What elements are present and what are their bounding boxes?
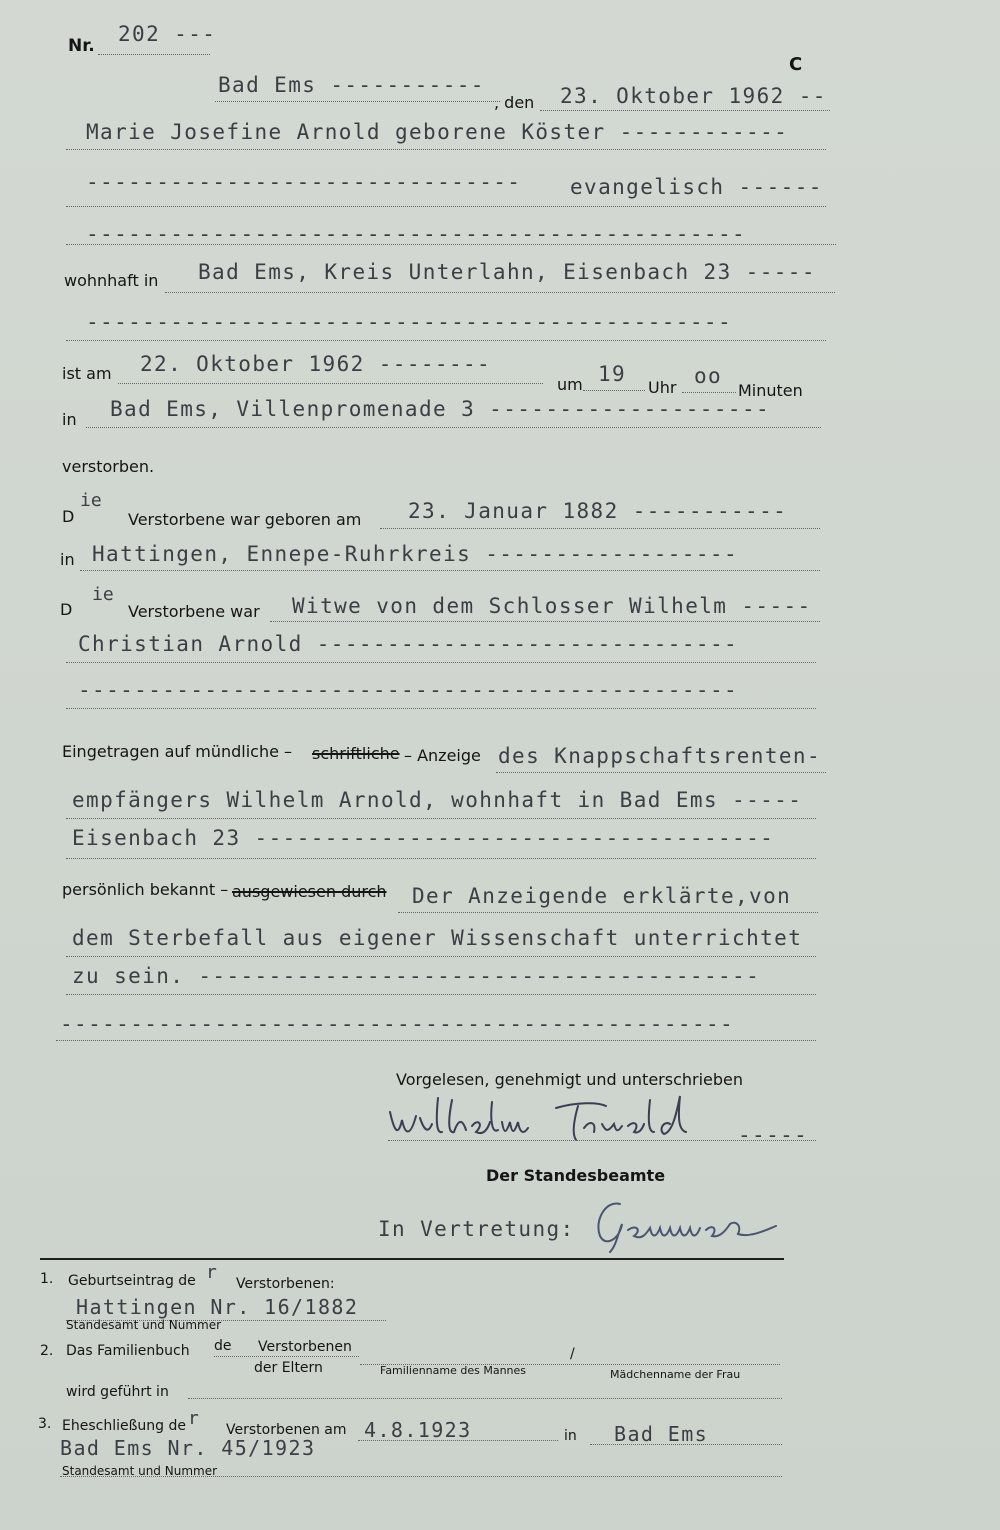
footnote-1-label: Geburtseintrag de bbox=[68, 1273, 196, 1289]
footnote-1-sup: r bbox=[206, 1262, 217, 1283]
schriftliche-struck: schriftliche bbox=[312, 744, 400, 763]
footnote-1-value: Hattingen Nr. 16/1882 bbox=[76, 1295, 359, 1319]
death-place: Bad Ems, Villenpromenade 3 -------------------- bbox=[110, 397, 771, 421]
filler-dotted-1 bbox=[66, 244, 836, 245]
footnote-3-date-line bbox=[358, 1440, 558, 1441]
status-label: Verstorbene war bbox=[128, 602, 260, 621]
deceased-name: Marie Josefine Arnold geborene Köster ------------ bbox=[86, 120, 789, 144]
residence-line bbox=[165, 292, 835, 293]
vertretung-label: In Vertretung: bbox=[378, 1217, 575, 1241]
birth-d-suffix: ie bbox=[80, 490, 102, 511]
status-d-label: D bbox=[60, 600, 73, 619]
signature-dashes: ----- bbox=[738, 1123, 809, 1147]
name-line bbox=[66, 149, 826, 150]
footnote-3-label-2: Verstorbenen am bbox=[226, 1422, 347, 1438]
report-dotted-1 bbox=[496, 772, 826, 773]
footnote-3-sup: r bbox=[188, 1408, 199, 1429]
wohnhaft-label: wohnhaft in bbox=[64, 271, 159, 290]
report-dotted-6 bbox=[66, 994, 816, 995]
vorgelesen-text: Vorgelesen, genehmigt und unterschrieben bbox=[396, 1070, 744, 1089]
footnote-3-place-line bbox=[590, 1444, 782, 1445]
report-line-7: ------------------------------------------------ bbox=[60, 1012, 735, 1036]
footnote-3-place: Bad Ems bbox=[614, 1422, 709, 1446]
um-label: um bbox=[557, 375, 583, 394]
header-date: 23. Oktober 1962 -- bbox=[560, 84, 827, 108]
hour-line bbox=[583, 390, 645, 391]
footnote-2-de: de bbox=[214, 1338, 232, 1354]
status-d-suffix: ie bbox=[92, 584, 114, 605]
birth-label: Verstorbene war geboren am bbox=[128, 510, 362, 529]
minuten-label: Minuten bbox=[738, 381, 803, 400]
footnote-3-date: 4.8.1923 bbox=[364, 1418, 472, 1442]
footnote-1-label-2: Verstorbenen: bbox=[236, 1276, 335, 1292]
report-dotted-2 bbox=[66, 818, 816, 819]
den-label: , den bbox=[494, 93, 535, 112]
birth-d-label: D bbox=[62, 507, 75, 526]
ist-am-label: ist am bbox=[62, 364, 112, 383]
birth-in-label: in bbox=[60, 550, 75, 569]
birth-place-line bbox=[80, 570, 820, 571]
registrar-signature bbox=[580, 1190, 790, 1260]
death-place-line bbox=[86, 427, 821, 428]
footnote-2-number: 2. bbox=[40, 1343, 54, 1359]
report-dotted-5 bbox=[66, 956, 816, 957]
status-dotted-1 bbox=[270, 621, 820, 622]
footnote-2-verstorbenen: Verstorbenen bbox=[258, 1339, 352, 1355]
footnote-2-eltern: der Eltern bbox=[254, 1360, 323, 1376]
footnote-2-gefuehrt: wird geführt in bbox=[66, 1384, 169, 1400]
filler-dotted-2 bbox=[66, 340, 826, 341]
filler-line-1: ----------------------------------------------- bbox=[86, 222, 747, 246]
filler-line-2: ---------------------------------------------- bbox=[86, 310, 732, 334]
verstorben-label: verstorben. bbox=[62, 457, 155, 476]
report-line-3: Eisenbach 23 ------------------------------------- bbox=[72, 826, 775, 850]
religion-dashes: ------------------------------- bbox=[86, 170, 522, 194]
footnote-1-number: 1. bbox=[40, 1271, 54, 1287]
footnote-3-label: Eheschließung de bbox=[62, 1418, 186, 1434]
birth-date-line bbox=[380, 528, 820, 529]
witness-signature bbox=[380, 1090, 720, 1160]
status-dotted-3 bbox=[66, 708, 816, 709]
footnote-1-sub: Standesamt und Nummer bbox=[66, 1318, 222, 1332]
ausgewiesen-struck: ausgewiesen durch bbox=[232, 882, 387, 901]
footnote-2-label: Das Familienbuch bbox=[66, 1343, 190, 1359]
report-dotted-7 bbox=[56, 1040, 816, 1041]
eingetragen-label: Eingetragen auf mündliche – bbox=[62, 742, 293, 761]
religion: evangelisch ------ bbox=[570, 175, 823, 199]
footnote-3-sub: Standesamt und Nummer bbox=[62, 1464, 218, 1478]
report-dotted-4 bbox=[398, 912, 818, 913]
report-line-6: zu sein. ---------------------------------------- bbox=[72, 964, 761, 988]
status-dotted-2 bbox=[66, 662, 816, 663]
nr-label: Nr. bbox=[68, 36, 95, 56]
report-line-4: Der Anzeigende erklärte,von bbox=[412, 884, 792, 908]
death-in-label: in bbox=[62, 410, 77, 429]
birth-place: Hattingen, Ennepe-Ruhrkreis ------------------ bbox=[92, 542, 738, 566]
anzeige-label: – Anzeige bbox=[404, 746, 481, 765]
religion-line bbox=[66, 206, 826, 207]
footnote-divider bbox=[40, 1258, 784, 1260]
standesbeamte-label: Der Standesbeamte bbox=[486, 1166, 666, 1185]
signature-line bbox=[388, 1140, 816, 1141]
death-hour: 19 bbox=[598, 362, 627, 386]
header-place-line bbox=[215, 101, 500, 102]
footnote-2-gefuehrt-line bbox=[188, 1398, 782, 1399]
bekannt-label: persönlich bekannt – bbox=[62, 880, 229, 899]
footnote-2-frau: Mädchenname der Frau bbox=[610, 1368, 741, 1381]
birth-date: 23. Januar 1882 ----------- bbox=[408, 499, 788, 523]
report-line-1: des Knappschaftsrenten- bbox=[498, 744, 821, 768]
footnote-2-upper-line bbox=[214, 1356, 359, 1357]
corner-letter: C bbox=[789, 54, 803, 75]
status-line-1: Witwe von dem Schlosser Wilhelm ----- bbox=[292, 594, 812, 618]
uhr-label: Uhr bbox=[648, 378, 677, 397]
report-line-5: dem Sterbefall aus eigener Wissenschaft unterrichtet bbox=[72, 926, 803, 950]
nr-value: 202 --- bbox=[118, 22, 217, 46]
header-date-line bbox=[540, 110, 830, 111]
status-line-3: ----------------------------------------------- bbox=[78, 678, 739, 702]
status-line-2: Christian Arnold ------------------------------ bbox=[78, 632, 739, 656]
header-place: Bad Ems ----------- bbox=[218, 73, 485, 97]
footnote-3-number: 3. bbox=[38, 1416, 52, 1432]
footnote-3-in: in bbox=[564, 1428, 577, 1444]
report-line-2: empfängers Wilhelm Arnold, wohnhaft in Bad Ems ----- bbox=[72, 788, 803, 812]
residence: Bad Ems, Kreis Unterlahn, Eisenbach 23 ----- bbox=[198, 260, 816, 284]
footnote-3-value: Bad Ems Nr. 45/1923 bbox=[60, 1436, 316, 1460]
footnote-2-slash: / bbox=[570, 1346, 575, 1362]
death-date: 22. Oktober 1962 -------- bbox=[140, 352, 492, 376]
minutes-line bbox=[682, 392, 736, 393]
report-dotted-3 bbox=[66, 858, 816, 859]
death-minutes: oo bbox=[694, 364, 723, 388]
footnote-2-mann: Familienname des Mannes bbox=[380, 1364, 527, 1377]
death-date-line bbox=[118, 383, 543, 384]
nr-dotted-line bbox=[98, 54, 210, 55]
